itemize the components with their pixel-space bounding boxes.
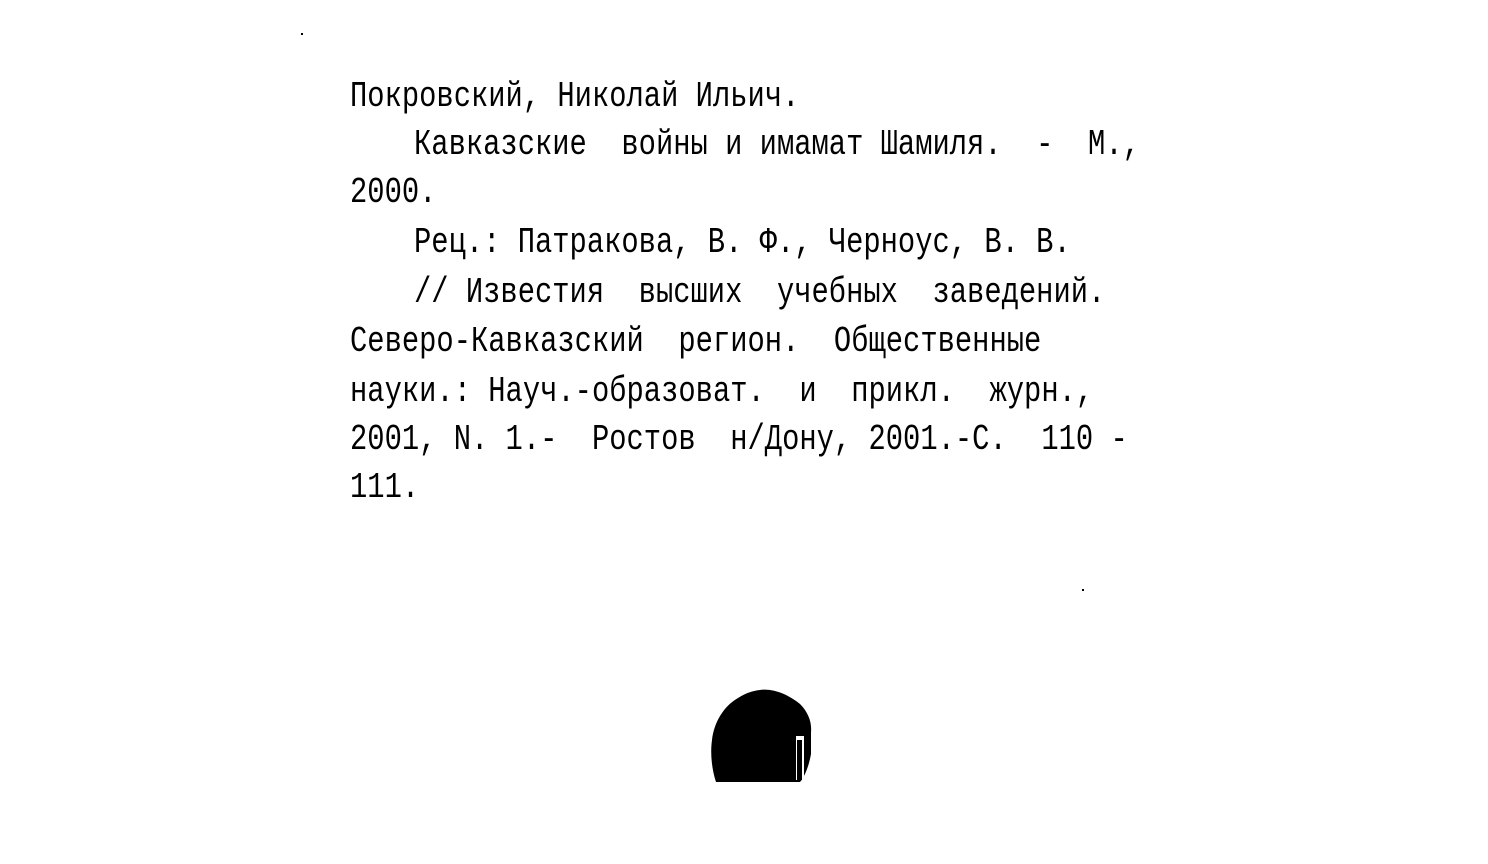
source-line-continued: науки.: Науч.-образоват. и прикл. журн.,: [350, 371, 1094, 412]
title-line: Кавказские войны и имамат Шамиля. - М.,: [414, 124, 1140, 165]
title-line-continued: 2000.: [350, 172, 437, 213]
pages-line: 111.: [350, 467, 420, 508]
review-line: Рец.: Патракова, В. Ф., Черноус, В. В.: [414, 222, 1071, 263]
author-line: Покровский, Николай Ильич.: [350, 76, 800, 117]
scan-speck: [301, 33, 303, 35]
scan-speck: [1082, 589, 1084, 591]
punch-hole: [710, 688, 814, 784]
source-line-continued: Северо-Кавказский регион. Общественные: [350, 321, 1042, 362]
source-line: // Известия высших учебных заведений.: [414, 272, 1106, 313]
imprint-line: 2001, N. 1.- Ростов н/Дону, 2001.-С. 110 -: [350, 419, 1128, 460]
